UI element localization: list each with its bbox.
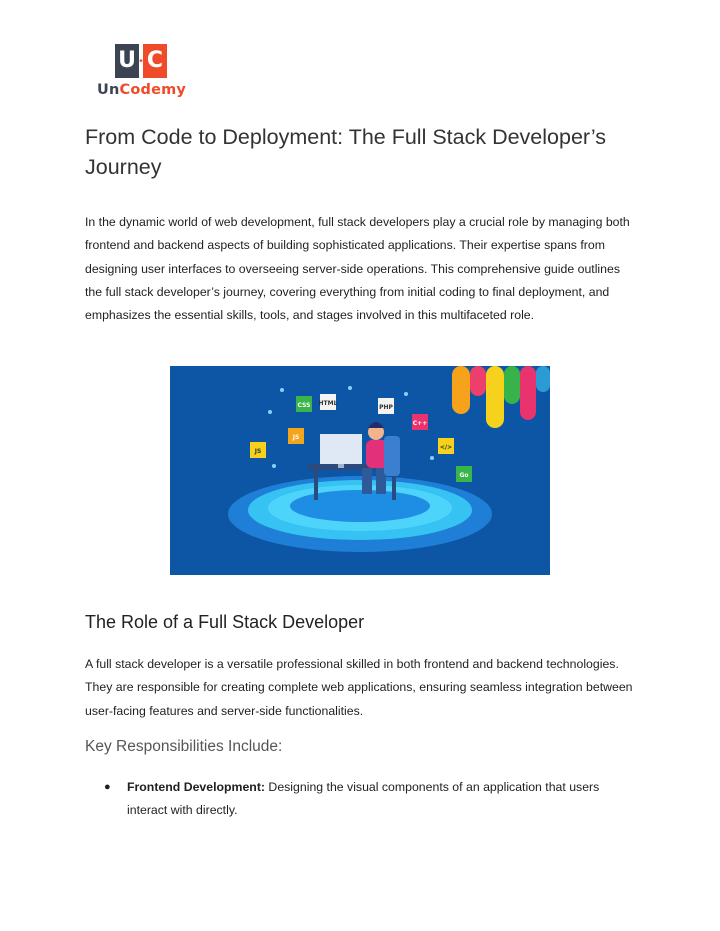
responsibilities-heading: Key Responsibilities Include: [85, 738, 283, 755]
badge-js-left: JS [292, 434, 300, 441]
badge-code: </> [439, 444, 453, 451]
intro-paragraph: In the dynamic world of web development, full stack developers play a crucial role by managing both frontend and backend aspects of building sophisticated applications. Their expertise spans from designing user interfaces to overseeing server-side operations. This comprehensive guide outlines the full stack developer’s journey, covering everything from initial coding to final deployment, and emphasizes the essential skills, tools, and stages involved in this multifaceted role. [85, 215, 630, 323]
developer-illustration-icon [170, 366, 550, 575]
logo-dot-icon: • [139, 55, 143, 67]
page-title: From Code to Deployment: The Full Stack Developer’s Journey [85, 125, 607, 179]
logo-wordmark: UnCodemy [97, 82, 187, 98]
hero-illustration [170, 366, 550, 575]
badge-js-far-left: JS [254, 448, 262, 455]
logo-mark [115, 44, 167, 78]
responsibilities-list [104, 776, 639, 823]
list-item-term: Frontend Development: [127, 780, 266, 794]
section-heading: The Role of a Full Stack Developer [85, 612, 365, 632]
badge-go: Go [459, 472, 469, 479]
logo-letter-c: C [143, 44, 167, 78]
uncodemy-logo [97, 44, 207, 104]
badge-css: CSS [297, 402, 311, 409]
badge-html: HTML [318, 400, 338, 407]
bullet-icon: ● [104, 781, 111, 793]
badge-cpp: C++ [412, 420, 428, 427]
badge-php: PHP [379, 404, 393, 411]
list-item [104, 776, 639, 823]
list-item-text: Designing the visual components of an application that users interact with directly. [127, 780, 600, 818]
logo-letter-u: U [115, 44, 139, 78]
section-paragraph: A full stack developer is a versatile professional skilled in both frontend and backend technologies. They are responsible for creating complete web applications, ensuring seamless integration between user-facing features and server-side functionalities. [85, 657, 633, 718]
